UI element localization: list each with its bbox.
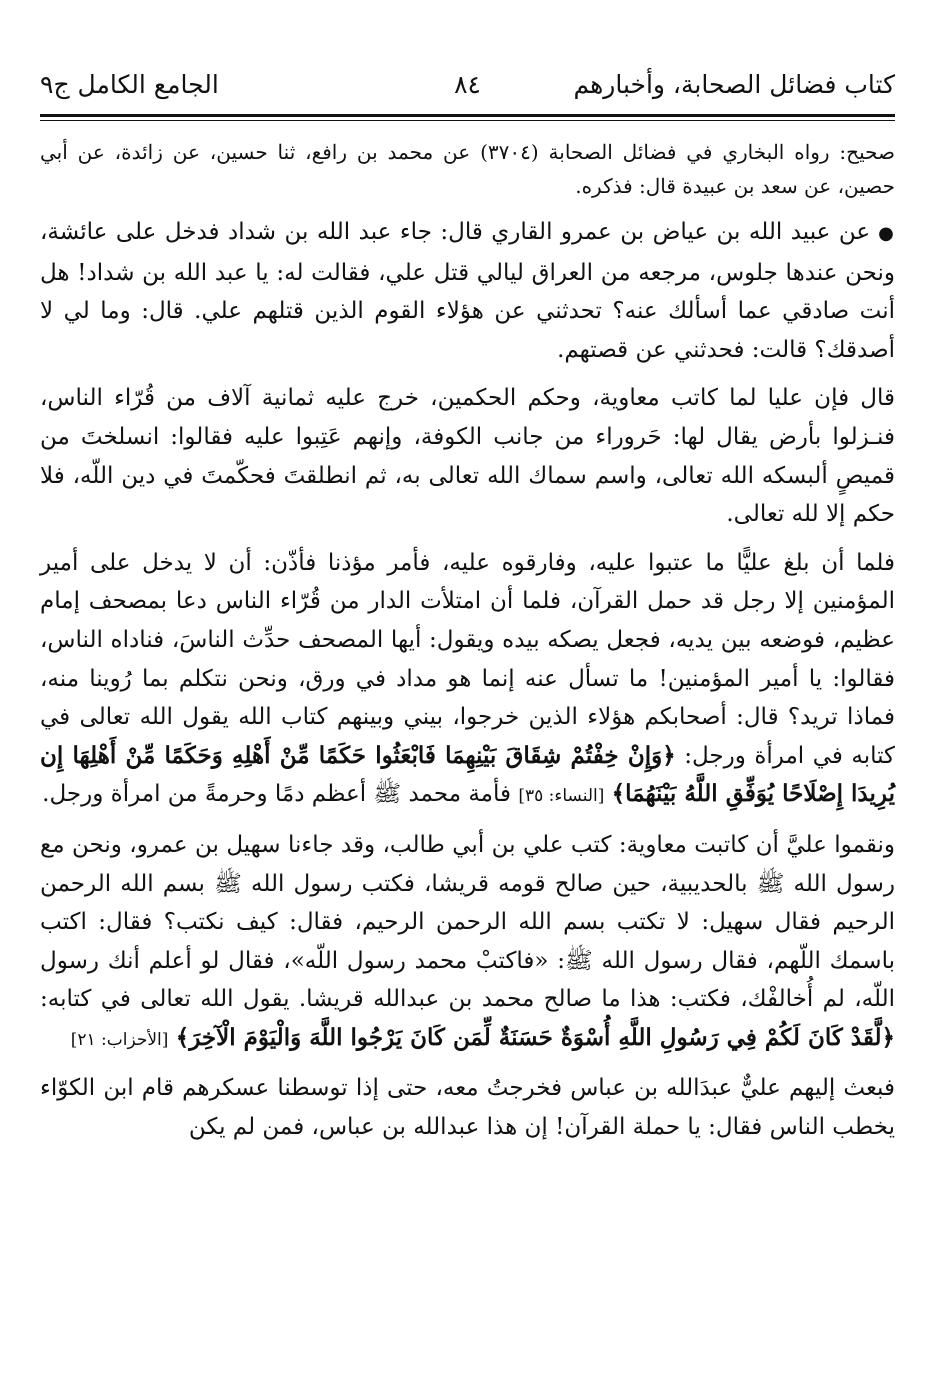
paragraph-1-text: عن عبيد الله بن عياض بن عمرو القاري قال: جاء عبد الله بن شداد فدخل على عائشة، ونحن عندها جلوس، مرجعه من العراق ليالي قتل علي، فقالت له: يا عبد الله بن شداد! هل أنت صادقي عما أسألك عنه؟ تحدثني عن هؤلاء القوم الذين قتلهم علي. قال: وما لي لا أصدقك؟ قالت: فحدثني عن قصتهم. (40, 219, 895, 363)
paragraph-4-text-a: ونقموا عليَّ أن كاتبت معاوية: كتب علي بن أبي طالب، وقد جاءنا سهيل بن عمرو، ونحن مع رسول الله ﷺ بالحديبية، حين صالح قومه قريشا، فكتب رسول الله ﷺ بسم الله الرحمن الرحيم فقال سهيل: لا تكتب بسم الله الرحمن الرحيم، فقال: كيف نكتب؟ فقال: اكتب باسمك اللّهم، فقال رسول الله ﷺ: «فاكتبْ محمد رسول اللّه»، فقال لو أعلم أنك رسول اللّه، لم أُخالفْك، فكتب: هذا ما صالح محمد بن عبدالله قريشا. يقول الله تعالى في كتابه: (40, 831, 895, 1013)
quran-verse-nisa: ﴿وَإِنْ خِفْتُمْ شِقَاقَ بَيْنِهِمَا فَابْعَثُوا حَكَمًا مِّنْ أَهْلِهِ وَحَكَمًا مِّنْ أَهْلِهَا إِن يُرِيدَا إِصْلَاحًا يُوَفِّقِ اللَّهُ بَيْنَهُمَا﴾ (40, 741, 895, 808)
quran-verse-ahzab: ﴿لَّقَدْ كَانَ لَكُمْ فِي رَسُولِ اللَّهِ أُسْوَةٌ حَسَنَةٌ لِّمَن كَانَ يَرْجُوا اللَّهَ وَالْيَوْمَ الْآخِرَ﴾ (175, 1023, 895, 1051)
paragraph-4 (40, 826, 895, 1060)
paragraph-5: فبعث إليهم عليٌّ عبدَالله بن عباس فخرجتُ معه، حتى إذا توسطنا عسكرهم قام ابن الكوّاء يخطب الناس فقال: يا حملة القرآن! إن هذا عبدالله بن عباس، فمن لم يكن (40, 1075, 895, 1141)
paragraph-3 (40, 544, 895, 816)
page-number: ٨٤ (454, 70, 481, 99)
verse-reference-nisa: [النساء: ٣٥] (518, 786, 605, 807)
page-body (40, 135, 895, 1157)
bullet-icon: ● (878, 223, 895, 244)
paragraph-1 (40, 213, 895, 369)
header-rule-thin (40, 120, 895, 121)
header-rule-thick (40, 114, 895, 117)
paragraph-3-text-a: فلما أن بلغ عليًّا ما عتبوا عليه، وفارقوه عليه، فأمر مؤذنا فأذّن: أن لا يدخل على أمير المؤمنين إلا رجل قد حمل القرآن، فلما أن امتلأت الدار من قُرّاء الناس دعا بمصحف إمام عظيم، فوضعه بين يديه، فجعل يصكه بيده ويقول: أيها المصحف حدِّث الناسَ، فناداه الناس، فقالوا: يا أمير المؤمنين! ما تسأل عنه إنما هو مداد في ورق، ونحن نتكلم بما رُوينا منه، فماذا تريد؟ قال: أصحابكم هؤلاء الذين خرجوا، بيني وبينهم كتاب الله يقول الله تعالى في كتابه في امرأة ورجل: (40, 549, 896, 769)
chapter-title: كتاب فضائل الصحابة، وأخبارهم (573, 70, 895, 99)
paragraph-2: قال فإن عليا لما كاتب معاوية، وحكم الحكمين، خرج عليه ثمانية آلاف من قُرّاء الناس، فنـزلوا بأرض يقال لها: حَروراء من جانب الكوفة، وإنهم عَتِبوا عليه فقالوا: انسلختَ من قميصٍ ألبسكه الله تعالى، واسم سماك الله تعالى به، ثم انطلقتَ فحكّمتَ في دين اللّه، فلا حكم إلا لله تعالى. (40, 385, 895, 528)
verse-reference-ahzab: [الأحزاب: ٢١] (70, 1029, 169, 1050)
paragraph-3-text-b: فأمة محمد ﷺ أعظم دمًا وحرمةً من امرأة ورجل. (42, 781, 511, 808)
hadith-grading-note: صحيح: رواه البخاري في فضائل الصحابة (٣٧٠٤) عن محمد بن رافع، ثنا حسين، عن زائدة، عن أبي حصين، عن سعد بن عبيدة قال: فذكره. (40, 140, 895, 198)
book-title: الجامع الكامل ج٩ (40, 70, 219, 99)
page-header (40, 62, 895, 112)
